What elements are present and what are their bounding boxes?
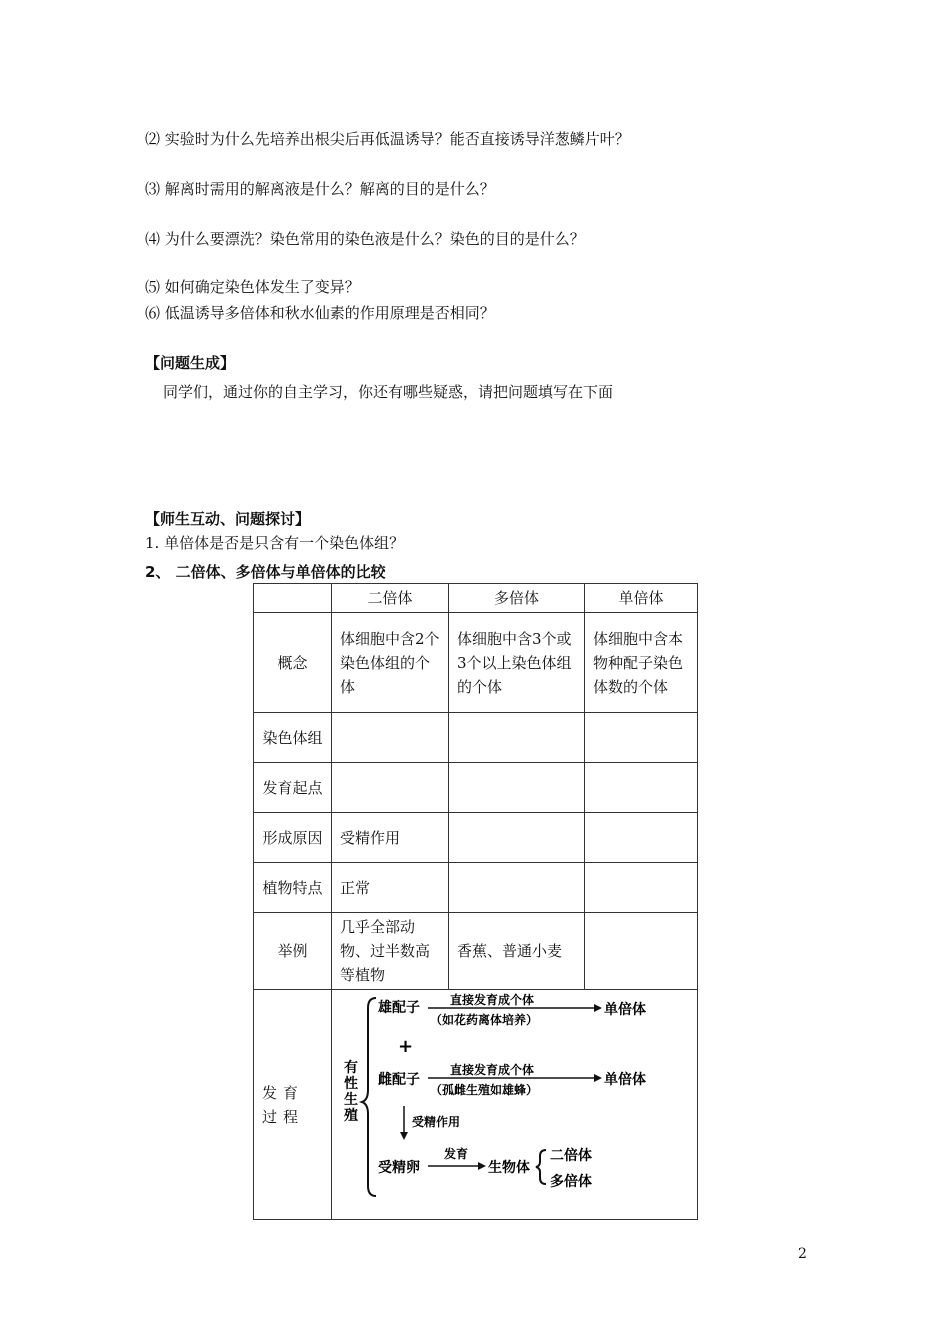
table-header-cell: 多倍体 [449,584,585,613]
question-2: ⑵ 实验时为什么先培养出根尖后再低温诱导？能否直接诱导洋葱鳞片叶？ [145,130,630,148]
row-label: 染色体组 [254,713,332,763]
development-diagram [332,990,696,1212]
table-row [254,763,698,813]
small-brace-icon [536,1150,546,1184]
plus-sign: + [398,1036,414,1057]
table-row [254,913,698,990]
down-arrow-head-icon [400,1132,408,1140]
question-5: ⑸ 如何确定染色体发生了变异？ [145,278,360,296]
table-cell: 体细胞中含本物种配子染色体数的个体 [585,613,698,713]
table-cell: 受精作用 [332,813,449,863]
male-arrow-top: 直接发育成个体 [450,993,535,1007]
section-interaction-title: 【师生互动、问题探讨】 [145,510,311,528]
female-gamete: 雌配子 [378,1072,420,1088]
section-problem-title: 【问题生成】 [145,354,236,372]
male-gamete: 雄配子 [378,1000,420,1016]
table-cell: 体细胞中含3个或3个以上染色体组的个体 [449,613,585,713]
table-cell [585,913,698,990]
diagram-label-4: 殖 [344,1108,358,1124]
haploid-1: 单倍体 [604,1002,646,1018]
question-6: ⑹ 低温诱导多倍体和秋水仙素的作用原理是否相同？ [145,304,495,322]
diagram-label-2: 性 [344,1076,358,1092]
organism: 生物体 [488,1160,530,1176]
table-row [254,713,698,763]
table-row [254,813,698,863]
haploid-2: 单倍体 [604,1072,646,1088]
table-row [254,863,698,913]
table-row [254,613,698,713]
development-diagram-cell [332,990,698,1220]
table-row-development [254,990,698,1220]
table-header-row [254,584,698,613]
interaction-question-1: 1. 单倍体是否是只含有一个染色体组？ [145,534,405,552]
zygote: 受精卵 [378,1160,420,1176]
brace-icon [362,998,376,1196]
arrow-head-icon [594,1004,602,1012]
page-number: 2 [798,1246,807,1262]
section-problem-text: 同学们，通过你的自主学习，你还有哪些疑惑，请把问题填写在下面 [163,383,614,401]
fertilization-label: 受精作用 [412,1115,461,1129]
table-header-cell: 二倍体 [332,584,449,613]
table-cell [449,713,585,763]
table-header-cell [254,584,332,613]
table-cell [332,713,449,763]
question-3: ⑶ 解离时需用的解离液是什么？解离的目的是什么？ [145,180,495,198]
develop-label: 发育 [444,1147,469,1161]
table-cell [585,863,698,913]
table-cell [585,763,698,813]
table-cell: 正常 [332,863,449,913]
female-arrow-top: 直接发育成个体 [450,1063,535,1077]
arrow-head-icon [478,1162,486,1170]
male-arrow-bottom: （如花药离体培养） [430,1013,539,1027]
comparison-table [253,583,698,1220]
diagram-label-1: 有 [344,1060,358,1076]
table-cell [585,713,698,763]
row-label: 植物特点 [254,863,332,913]
diploid: 二倍体 [550,1148,592,1164]
question-4: ⑷ 为什么要漂洗？染色常用的染色液是什么？染色的目的是什么？ [145,230,585,248]
row-label: 举例 [254,913,332,990]
row-label: 发育起点 [254,763,332,813]
polyploid: 多倍体 [550,1174,592,1190]
table-cell [585,813,698,863]
row-label: 形成原因 [254,813,332,863]
female-arrow-bottom: （孤雌生殖如雄蜂） [430,1083,539,1097]
table-cell [332,763,449,813]
diagram-label-3: 生 [344,1092,358,1108]
row-label: 概念 [254,613,332,713]
row-label: 发育过程 [254,990,332,1220]
table-cell: 几乎全部动物、过半数高等植物 [332,913,449,990]
table-cell [449,863,585,913]
interaction-question-2: 2、 二倍体、多倍体与单倍体的比较 [145,563,386,581]
table-cell [449,763,585,813]
table-cell: 香蕉、普通小麦 [449,913,585,990]
table-cell [449,813,585,863]
arrow-head-icon [594,1074,602,1082]
table-header-cell: 单倍体 [585,584,698,613]
table-cell: 体细胞中含2个染色体组的个体 [332,613,449,713]
